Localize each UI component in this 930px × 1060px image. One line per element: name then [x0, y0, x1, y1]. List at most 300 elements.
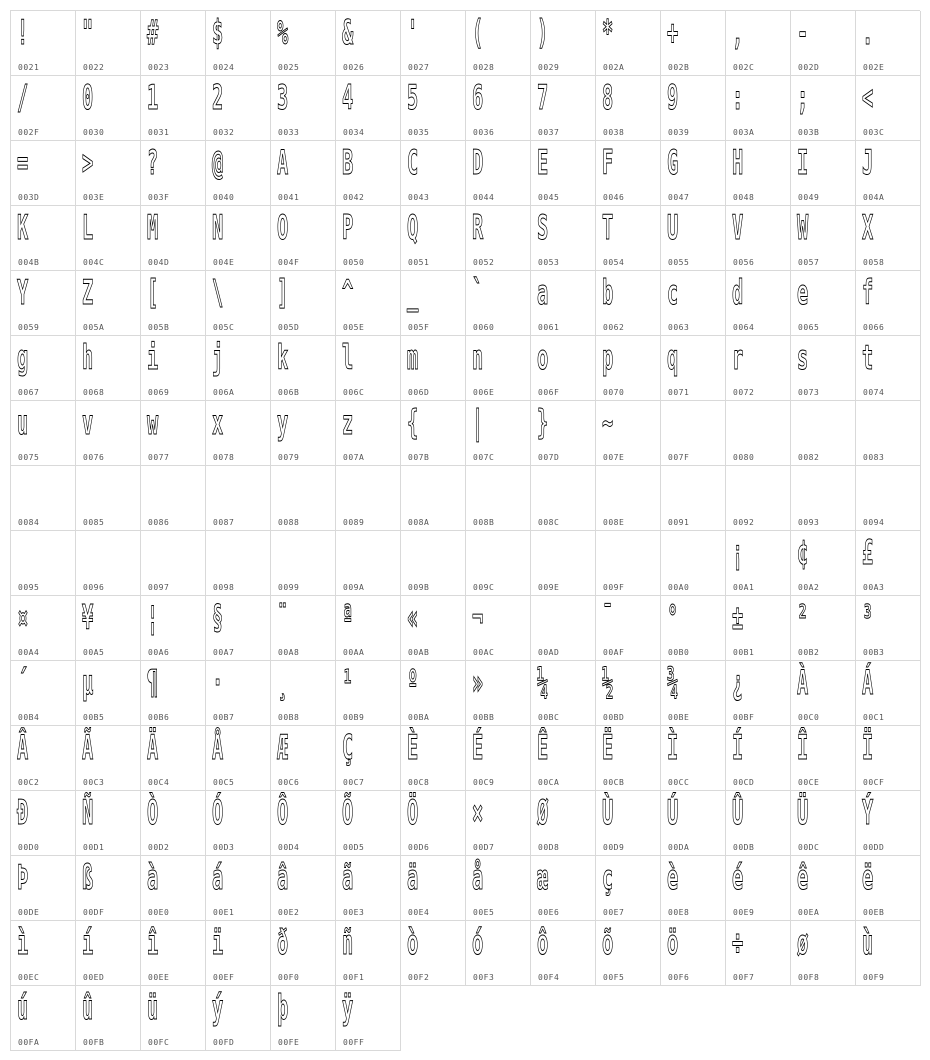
glyph-cell[interactable]	[596, 336, 661, 401]
glyph-preview: (	[472, 13, 484, 53]
glyph-cell[interactable]	[661, 206, 726, 271]
glyph-cell[interactable]	[11, 336, 76, 401]
glyph-code-label: 00D6	[408, 843, 430, 852]
glyph-cell[interactable]	[466, 11, 531, 76]
glyph-cell[interactable]	[141, 271, 206, 336]
glyph-cell[interactable]	[466, 401, 531, 466]
glyph-cell[interactable]	[466, 921, 531, 986]
glyph-cell[interactable]	[726, 531, 791, 596]
glyph-code-label: 003D	[18, 193, 40, 202]
glyph-code-label: 0037	[538, 128, 560, 137]
glyph-cell[interactable]	[791, 921, 856, 986]
glyph-cell[interactable]	[466, 596, 531, 661]
glyph-cell[interactable]	[271, 726, 336, 791]
glyph-cell[interactable]	[531, 856, 596, 921]
glyph-preview: â	[277, 858, 289, 898]
glyph-cell[interactable]	[531, 661, 596, 726]
glyph-code-label: 008B	[473, 518, 495, 527]
glyph-cell[interactable]	[76, 336, 141, 401]
glyph-preview: é	[732, 858, 744, 898]
glyph-cell[interactable]	[791, 661, 856, 726]
glyph-cell[interactable]	[596, 206, 661, 271]
glyph-preview: º	[407, 663, 419, 703]
glyph-preview: à	[147, 858, 159, 898]
glyph-cell[interactable]	[726, 76, 791, 141]
glyph-cell[interactable]	[141, 11, 206, 76]
glyph-preview: ð	[277, 923, 289, 963]
glyph-code-label: 002E	[863, 63, 885, 72]
glyph-cell[interactable]	[466, 271, 531, 336]
glyph-cell[interactable]	[11, 661, 76, 726]
glyph-code-label: 004D	[148, 258, 170, 267]
glyph-code-label: 0022	[83, 63, 105, 72]
glyph-cell[interactable]	[596, 141, 661, 206]
glyph-cell[interactable]	[661, 271, 726, 336]
glyph-cell[interactable]	[206, 661, 271, 726]
glyph-cell[interactable]	[76, 401, 141, 466]
glyph-cell[interactable]	[661, 11, 726, 76]
glyph-code-label: 008C	[538, 518, 560, 527]
glyph-cell[interactable]	[791, 856, 856, 921]
glyph-cell[interactable]	[661, 401, 726, 466]
glyph-preview: e	[797, 273, 809, 313]
glyph-preview: ±	[732, 598, 744, 638]
glyph-cell[interactable]	[531, 336, 596, 401]
glyph-cell[interactable]	[661, 596, 726, 661]
glyph-code-label: 0077	[148, 453, 170, 462]
glyph-cell[interactable]	[271, 76, 336, 141]
glyph-cell[interactable]	[11, 856, 76, 921]
glyph-cell[interactable]	[531, 466, 596, 531]
glyph-cell[interactable]	[141, 986, 206, 1051]
glyph-cell[interactable]	[76, 11, 141, 76]
glyph-cell[interactable]	[856, 271, 921, 336]
glyph-cell[interactable]	[661, 466, 726, 531]
glyph-cell[interactable]	[791, 401, 856, 466]
glyph-code-label: 009B	[408, 583, 430, 592]
glyph-preview: Æ	[277, 728, 289, 768]
glyph-cell[interactable]	[401, 76, 466, 141]
glyph-cell[interactable]	[401, 336, 466, 401]
glyph-cell[interactable]	[466, 141, 531, 206]
glyph-cell[interactable]	[856, 401, 921, 466]
glyph-cell[interactable]	[466, 791, 531, 856]
glyph-preview: ¼	[537, 663, 549, 703]
glyph-cell[interactable]	[11, 921, 76, 986]
glyph-code-label: 00EC	[18, 973, 40, 982]
glyph-cell[interactable]	[856, 531, 921, 596]
glyph-cell[interactable]	[401, 856, 466, 921]
glyph-cell[interactable]	[856, 726, 921, 791]
glyph-cell[interactable]	[141, 466, 206, 531]
glyph-cell[interactable]	[596, 596, 661, 661]
glyph-cell[interactable]	[206, 11, 271, 76]
glyph-code-label: 002C	[733, 63, 755, 72]
glyph-cell[interactable]	[141, 206, 206, 271]
glyph-cell[interactable]	[336, 336, 401, 401]
glyph-cell[interactable]	[466, 336, 531, 401]
glyph-preview: C	[407, 143, 419, 183]
glyph-cell[interactable]	[271, 986, 336, 1051]
glyph-cell[interactable]	[141, 921, 206, 986]
glyph-code-label: 00C9	[473, 778, 495, 787]
glyph-preview: þ	[277, 988, 289, 1028]
glyph-cell[interactable]	[466, 726, 531, 791]
glyph-cell[interactable]	[856, 76, 921, 141]
glyph-cell[interactable]	[141, 856, 206, 921]
glyph-cell[interactable]	[271, 271, 336, 336]
glyph-preview: Þ	[17, 858, 29, 898]
glyph-cell[interactable]	[76, 76, 141, 141]
glyph-code-label: 00DA	[668, 843, 690, 852]
glyph-cell[interactable]	[466, 661, 531, 726]
glyph-cell[interactable]	[401, 141, 466, 206]
glyph-code-label: 00E2	[278, 908, 300, 917]
glyph-cell[interactable]	[791, 726, 856, 791]
glyph-cell[interactable]	[76, 596, 141, 661]
glyph-cell[interactable]	[791, 206, 856, 271]
glyph-cell[interactable]	[11, 531, 76, 596]
glyph-cell[interactable]	[401, 531, 466, 596]
glyph-cell[interactable]	[726, 791, 791, 856]
glyph-cell[interactable]	[336, 11, 401, 76]
glyph-cell[interactable]	[11, 76, 76, 141]
glyph-cell[interactable]	[531, 271, 596, 336]
glyph-code-label: 0053	[538, 258, 560, 267]
glyph-cell[interactable]	[726, 271, 791, 336]
glyph-preview: y	[277, 403, 289, 443]
glyph-cell[interactable]	[206, 791, 271, 856]
glyph-preview: 9	[667, 78, 679, 118]
glyph-cell[interactable]	[661, 856, 726, 921]
glyph-cell[interactable]	[531, 531, 596, 596]
glyph-cell[interactable]	[141, 401, 206, 466]
glyph-cell[interactable]	[401, 596, 466, 661]
glyph-cell[interactable]	[206, 726, 271, 791]
glyph-cell[interactable]	[791, 76, 856, 141]
glyph-cell[interactable]	[726, 596, 791, 661]
glyph-cell[interactable]	[856, 921, 921, 986]
glyph-cell[interactable]	[531, 791, 596, 856]
glyph-preview: *	[602, 13, 614, 53]
glyph-cell[interactable]	[531, 141, 596, 206]
glyph-cell[interactable]	[336, 206, 401, 271]
glyph-preview: ¾	[667, 663, 679, 703]
glyph-cell[interactable]	[206, 206, 271, 271]
glyph-cell[interactable]	[596, 856, 661, 921]
glyph-code-label: 005C	[213, 323, 235, 332]
glyph-cell[interactable]	[726, 11, 791, 76]
glyph-code-label: 006F	[538, 388, 560, 397]
glyph-cell[interactable]	[336, 76, 401, 141]
glyph-code-label: 00C3	[83, 778, 105, 787]
glyph-cell[interactable]	[466, 206, 531, 271]
glyph-cell[interactable]	[76, 856, 141, 921]
glyph-code-label: 008E	[603, 518, 625, 527]
glyph-cell[interactable]	[141, 531, 206, 596]
glyph-cell[interactable]	[531, 596, 596, 661]
glyph-preview: À	[797, 663, 809, 703]
glyph-cell[interactable]	[336, 596, 401, 661]
glyph-cell[interactable]	[206, 986, 271, 1051]
glyph-cell[interactable]	[596, 466, 661, 531]
glyph-cell[interactable]	[401, 206, 466, 271]
glyph-cell[interactable]	[76, 661, 141, 726]
glyph-cell[interactable]	[206, 466, 271, 531]
glyph-cell[interactable]	[856, 11, 921, 76]
glyph-cell[interactable]	[856, 206, 921, 271]
glyph-code-label: 00DB	[733, 843, 755, 852]
glyph-cell[interactable]	[76, 726, 141, 791]
glyph-cell[interactable]	[401, 661, 466, 726]
glyph-cell[interactable]	[206, 271, 271, 336]
glyph-preview: ï	[212, 923, 224, 963]
glyph-cell[interactable]	[336, 271, 401, 336]
glyph-cell[interactable]	[791, 466, 856, 531]
glyph-code-label: 005D	[278, 323, 300, 332]
glyph-cell[interactable]	[726, 206, 791, 271]
glyph-cell[interactable]	[856, 661, 921, 726]
glyph-preview: ¡	[732, 533, 744, 573]
glyph-cell[interactable]	[401, 271, 466, 336]
glyph-cell[interactable]	[791, 11, 856, 76]
glyph-cell[interactable]	[76, 206, 141, 271]
glyph-cell[interactable]	[401, 11, 466, 76]
glyph-code-label: 00BC	[538, 713, 560, 722]
glyph-cell[interactable]	[596, 531, 661, 596]
glyph-cell[interactable]	[791, 531, 856, 596]
glyph-code-label: 00B9	[343, 713, 365, 722]
glyph-code-label: 00B2	[798, 648, 820, 657]
glyph-code-label: 0093	[798, 518, 820, 527]
glyph-cell[interactable]	[11, 11, 76, 76]
glyph-cell[interactable]	[141, 726, 206, 791]
glyph-preview: _	[407, 273, 419, 313]
glyph-cell[interactable]	[76, 531, 141, 596]
glyph-cell[interactable]	[856, 791, 921, 856]
glyph-cell[interactable]	[791, 791, 856, 856]
glyph-cell[interactable]	[596, 271, 661, 336]
glyph-cell[interactable]	[206, 856, 271, 921]
glyph-cell[interactable]	[141, 76, 206, 141]
glyph-code-label: 00FA	[18, 1038, 40, 1047]
glyph-cell[interactable]	[206, 141, 271, 206]
glyph-preview: q	[667, 338, 679, 378]
glyph-cell[interactable]	[856, 466, 921, 531]
glyph-cell[interactable]	[271, 661, 336, 726]
glyph-cell[interactable]	[466, 856, 531, 921]
glyph-cell[interactable]	[401, 401, 466, 466]
glyph-cell[interactable]	[271, 141, 336, 206]
glyph-cell[interactable]	[661, 726, 726, 791]
glyph-cell[interactable]	[336, 466, 401, 531]
glyph-code-label: 00E1	[213, 908, 235, 917]
glyph-cell[interactable]	[11, 401, 76, 466]
glyph-code-label: 0032	[213, 128, 235, 137]
glyph-code-label: 0048	[733, 193, 755, 202]
glyph-cell[interactable]	[271, 791, 336, 856]
glyph-cell[interactable]	[11, 791, 76, 856]
glyph-cell[interactable]	[401, 726, 466, 791]
glyph-cell[interactable]	[856, 596, 921, 661]
glyph-cell[interactable]	[11, 466, 76, 531]
glyph-cell[interactable]	[791, 336, 856, 401]
glyph-cell[interactable]	[11, 986, 76, 1051]
glyph-cell[interactable]	[856, 336, 921, 401]
glyph-preview: n	[472, 338, 484, 378]
glyph-cell[interactable]	[206, 76, 271, 141]
glyph-cell[interactable]	[271, 531, 336, 596]
glyph-cell[interactable]	[11, 206, 76, 271]
glyph-cell[interactable]	[271, 206, 336, 271]
glyph-cell[interactable]	[791, 596, 856, 661]
glyph-cell[interactable]	[76, 271, 141, 336]
glyph-cell[interactable]	[531, 921, 596, 986]
glyph-cell[interactable]	[596, 11, 661, 76]
glyph-cell[interactable]	[141, 791, 206, 856]
glyph-cell[interactable]	[726, 661, 791, 726]
glyph-cell[interactable]	[531, 401, 596, 466]
glyph-cell[interactable]	[271, 401, 336, 466]
glyph-cell[interactable]	[206, 921, 271, 986]
glyph-cell[interactable]	[531, 11, 596, 76]
glyph-cell[interactable]	[531, 76, 596, 141]
glyph-cell[interactable]	[531, 206, 596, 271]
glyph-code-label: 0063	[668, 323, 690, 332]
glyph-code-label: 00AF	[603, 648, 625, 657]
glyph-cell[interactable]	[11, 596, 76, 661]
glyph-cell[interactable]	[661, 141, 726, 206]
glyph-cell[interactable]	[11, 271, 76, 336]
glyph-code-label: 0073	[798, 388, 820, 397]
glyph-cell[interactable]	[401, 791, 466, 856]
glyph-cell[interactable]	[11, 726, 76, 791]
glyph-cell[interactable]	[661, 531, 726, 596]
glyph-preview: u	[17, 403, 29, 443]
glyph-cell[interactable]	[11, 141, 76, 206]
glyph-cell[interactable]	[401, 466, 466, 531]
glyph-cell[interactable]	[271, 336, 336, 401]
glyph-cell[interactable]	[856, 141, 921, 206]
glyph-cell[interactable]	[76, 466, 141, 531]
glyph-cell[interactable]	[661, 336, 726, 401]
glyph-code-label: 007C	[473, 453, 495, 462]
glyph-code-label: 00BD	[603, 713, 625, 722]
glyph-cell[interactable]	[336, 661, 401, 726]
glyph-code-label: 00A5	[83, 648, 105, 657]
glyph-cell[interactable]	[596, 921, 661, 986]
glyph-cell[interactable]	[271, 11, 336, 76]
glyph-cell[interactable]	[271, 596, 336, 661]
glyph-code-label: 004C	[83, 258, 105, 267]
glyph-preview: ¹	[342, 663, 354, 703]
glyph-code-label: 00C2	[18, 778, 40, 787]
glyph-cell[interactable]	[531, 726, 596, 791]
glyph-cell[interactable]	[726, 401, 791, 466]
glyph-cell[interactable]	[336, 791, 401, 856]
glyph-code-label: 00B7	[213, 713, 235, 722]
glyph-cell[interactable]	[726, 726, 791, 791]
glyph-code-label: 0085	[83, 518, 105, 527]
glyph-code-label: 00EF	[213, 973, 235, 982]
glyph-code-label: 0083	[863, 453, 885, 462]
glyph-cell[interactable]	[726, 856, 791, 921]
glyph-cell[interactable]	[466, 466, 531, 531]
glyph-cell[interactable]	[76, 141, 141, 206]
glyph-cell[interactable]	[336, 531, 401, 596]
glyph-cell[interactable]	[661, 791, 726, 856]
glyph-cell[interactable]	[336, 401, 401, 466]
glyph-cell[interactable]	[141, 141, 206, 206]
glyph-cell[interactable]	[726, 141, 791, 206]
glyph-cell[interactable]	[206, 401, 271, 466]
glyph-cell[interactable]	[401, 921, 466, 986]
glyph-cell[interactable]	[791, 141, 856, 206]
glyph-preview: #	[147, 13, 159, 53]
glyph-code-label: 00FC	[148, 1038, 170, 1047]
glyph-cell[interactable]	[466, 76, 531, 141]
glyph-cell[interactable]	[596, 791, 661, 856]
glyph-preview: 4	[342, 78, 354, 118]
glyph-cell[interactable]	[661, 76, 726, 141]
glyph-cell[interactable]	[271, 466, 336, 531]
glyph-code-label: 0040	[213, 193, 235, 202]
glyph-cell[interactable]	[661, 661, 726, 726]
glyph-preview: T	[602, 208, 614, 248]
glyph-cell[interactable]	[141, 661, 206, 726]
glyph-code-label: 00A0	[668, 583, 690, 592]
glyph-code-label: 003C	[863, 128, 885, 137]
glyph-code-label: 0027	[408, 63, 430, 72]
glyph-cell[interactable]	[336, 726, 401, 791]
glyph-cell[interactable]	[271, 921, 336, 986]
glyph-cell[interactable]	[336, 921, 401, 986]
glyph-preview: 2	[212, 78, 224, 118]
glyph-cell[interactable]	[76, 986, 141, 1051]
glyph-cell[interactable]	[596, 76, 661, 141]
glyph-cell[interactable]	[76, 921, 141, 986]
glyph-code-label: 0056	[733, 258, 755, 267]
glyph-cell[interactable]	[596, 401, 661, 466]
glyph-code-label: 009E	[538, 583, 560, 592]
glyph-cell[interactable]	[726, 336, 791, 401]
glyph-cell[interactable]	[726, 466, 791, 531]
glyph-cell[interactable]	[661, 921, 726, 986]
glyph-cell[interactable]	[271, 856, 336, 921]
glyph-code-label: 00FD	[213, 1038, 235, 1047]
glyph-cell[interactable]	[206, 596, 271, 661]
glyph-cell[interactable]	[76, 791, 141, 856]
glyph-cell[interactable]	[336, 141, 401, 206]
glyph-preview: 5	[407, 78, 419, 118]
glyph-cell[interactable]	[336, 986, 401, 1051]
glyph-cell[interactable]	[336, 856, 401, 921]
glyph-cell[interactable]	[791, 271, 856, 336]
glyph-cell[interactable]	[596, 726, 661, 791]
glyph-cell[interactable]	[206, 531, 271, 596]
glyph-preview: M	[147, 208, 159, 248]
glyph-cell[interactable]	[856, 856, 921, 921]
glyph-cell[interactable]	[466, 531, 531, 596]
glyph-cell[interactable]	[596, 661, 661, 726]
glyph-cell[interactable]	[726, 921, 791, 986]
glyph-preview: Z	[82, 273, 94, 313]
glyph-cell[interactable]	[141, 336, 206, 401]
glyph-cell[interactable]	[206, 336, 271, 401]
glyph-code-label: 004A	[863, 193, 885, 202]
glyph-code-label: 00FF	[343, 1038, 365, 1047]
glyph-cell[interactable]	[141, 596, 206, 661]
